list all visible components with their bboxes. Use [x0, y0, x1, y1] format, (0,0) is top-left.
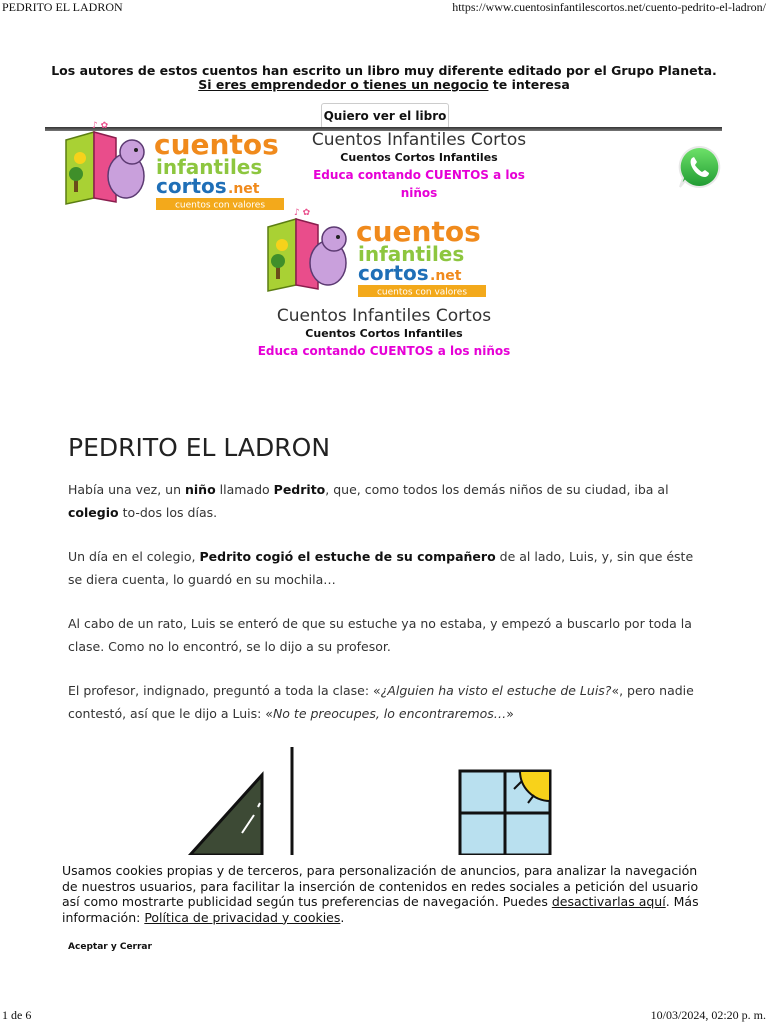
print-footer — [0, 1008, 768, 1024]
site-logo-main[interactable] — [262, 205, 492, 299]
article-title: PEDRITO EL LADRON — [68, 433, 331, 462]
accept-cookies-button[interactable]: Aceptar y Cerrar — [68, 942, 152, 952]
print-page-title: PEDRITO EL LADRON — [2, 0, 123, 14]
page-counter: 1 de 6 — [2, 1008, 32, 1022]
logo-ribbon: cuentos con valores — [376, 287, 468, 298]
print-datetime: 10/03/2024, 02:20 p. m. — [650, 1008, 766, 1022]
story-illustration — [150, 745, 600, 855]
book-promo-banner — [50, 64, 718, 92]
site-logo-header[interactable] — [60, 118, 290, 212]
logo-word-infantiles: infantiles — [358, 242, 465, 266]
promo-suffix: te interesa — [488, 77, 570, 92]
site-tagline-main: Educa contando CUENTOS a los niños — [257, 344, 511, 358]
site-header-text — [294, 130, 544, 202]
see-book-button[interactable]: Quiero ver el libro — [321, 103, 449, 129]
logo-word-cortos: cortos — [358, 261, 429, 285]
logo-ribbon: cuentos con valores — [174, 200, 266, 211]
svg-text:♪ ✿: ♪ ✿ — [294, 208, 311, 218]
logo-word-cuentos: cuentos — [356, 215, 481, 248]
logo-word-infantiles: infantiles — [156, 155, 263, 179]
site-name-main[interactable]: Cuentos Infantiles Cortos — [276, 306, 492, 326]
site-main-text — [234, 306, 534, 360]
logo-word-cortos: cortos — [156, 174, 227, 198]
print-header — [0, 0, 768, 16]
logo-word-net: .net — [228, 181, 260, 197]
print-page-url: https://www.cuentosinfantilescortos.net/cuento-pedrito-el-ladron/ — [452, 0, 766, 14]
article-paragraph-3: Al cabo de un rato, Luis se enteró de que su estuche ya no estaba, y empezó a buscarlo por toda la clase. Como no lo encontró, se lo dijo a su profesor. — [68, 616, 692, 654]
site-subtitle: Cuentos Cortos Infantiles — [340, 151, 498, 164]
logo-word-cuentos: cuentos — [154, 128, 279, 161]
site-name[interactable]: Cuentos Infantiles Cortos — [311, 130, 527, 150]
cookie-banner — [0, 855, 768, 1005]
whatsapp-icon[interactable] — [676, 144, 722, 190]
promo-text: Los autores de estos cuentos han escrito un libro muy diferente editado por el Grupo Planeta. — [51, 63, 717, 78]
svg-text:♪ ✿: ♪ ✿ — [92, 121, 109, 131]
article-paragraph-1: Había una vez, un niño llamado Pedrito, que, como todos los demás niños de su ciudad, iba al colegio to-dos los días. — [68, 482, 669, 520]
cookie-text: Usamos cookies propias y de terceros, para personalización de anuncios, para analizar la navegación de nuestros usuarios, para facilitar la inserción de contenidos en redes sociales a petición del usuario así como mostrarte publicidad según tus preferencias de navegación. Puedes desactivarlas aquí. Más información: Política de privacidad y cookies. — [62, 863, 699, 925]
site-subtitle-main: Cuentos Cortos Infantiles — [305, 327, 463, 340]
article-paragraph-4: El profesor, indignado, preguntó a toda la clase: «¿Alguien ha visto el estuche de Luis?«, pero nadie contestó, así que le dijo a Luis: «No te preocupes, lo encontraremos…» — [68, 683, 694, 721]
article-paragraph-2: Un día en el colegio, Pedrito cogió el estuche de su compañero de al lado, Luis, y, sin que éste se diera cuenta, lo guardó en su mochila… — [68, 549, 694, 587]
promo-link[interactable]: Si eres emprendedor o tienes un negocio — [198, 77, 489, 92]
cookie-disable-link[interactable]: desactivarlas aquí — [551, 894, 666, 909]
privacy-policy-link[interactable]: Política de privacidad y cookies — [144, 909, 341, 925]
site-tagline: Educa contando CUENTOS a los niños — [313, 168, 525, 200]
logo-word-net: .net — [430, 268, 462, 284]
